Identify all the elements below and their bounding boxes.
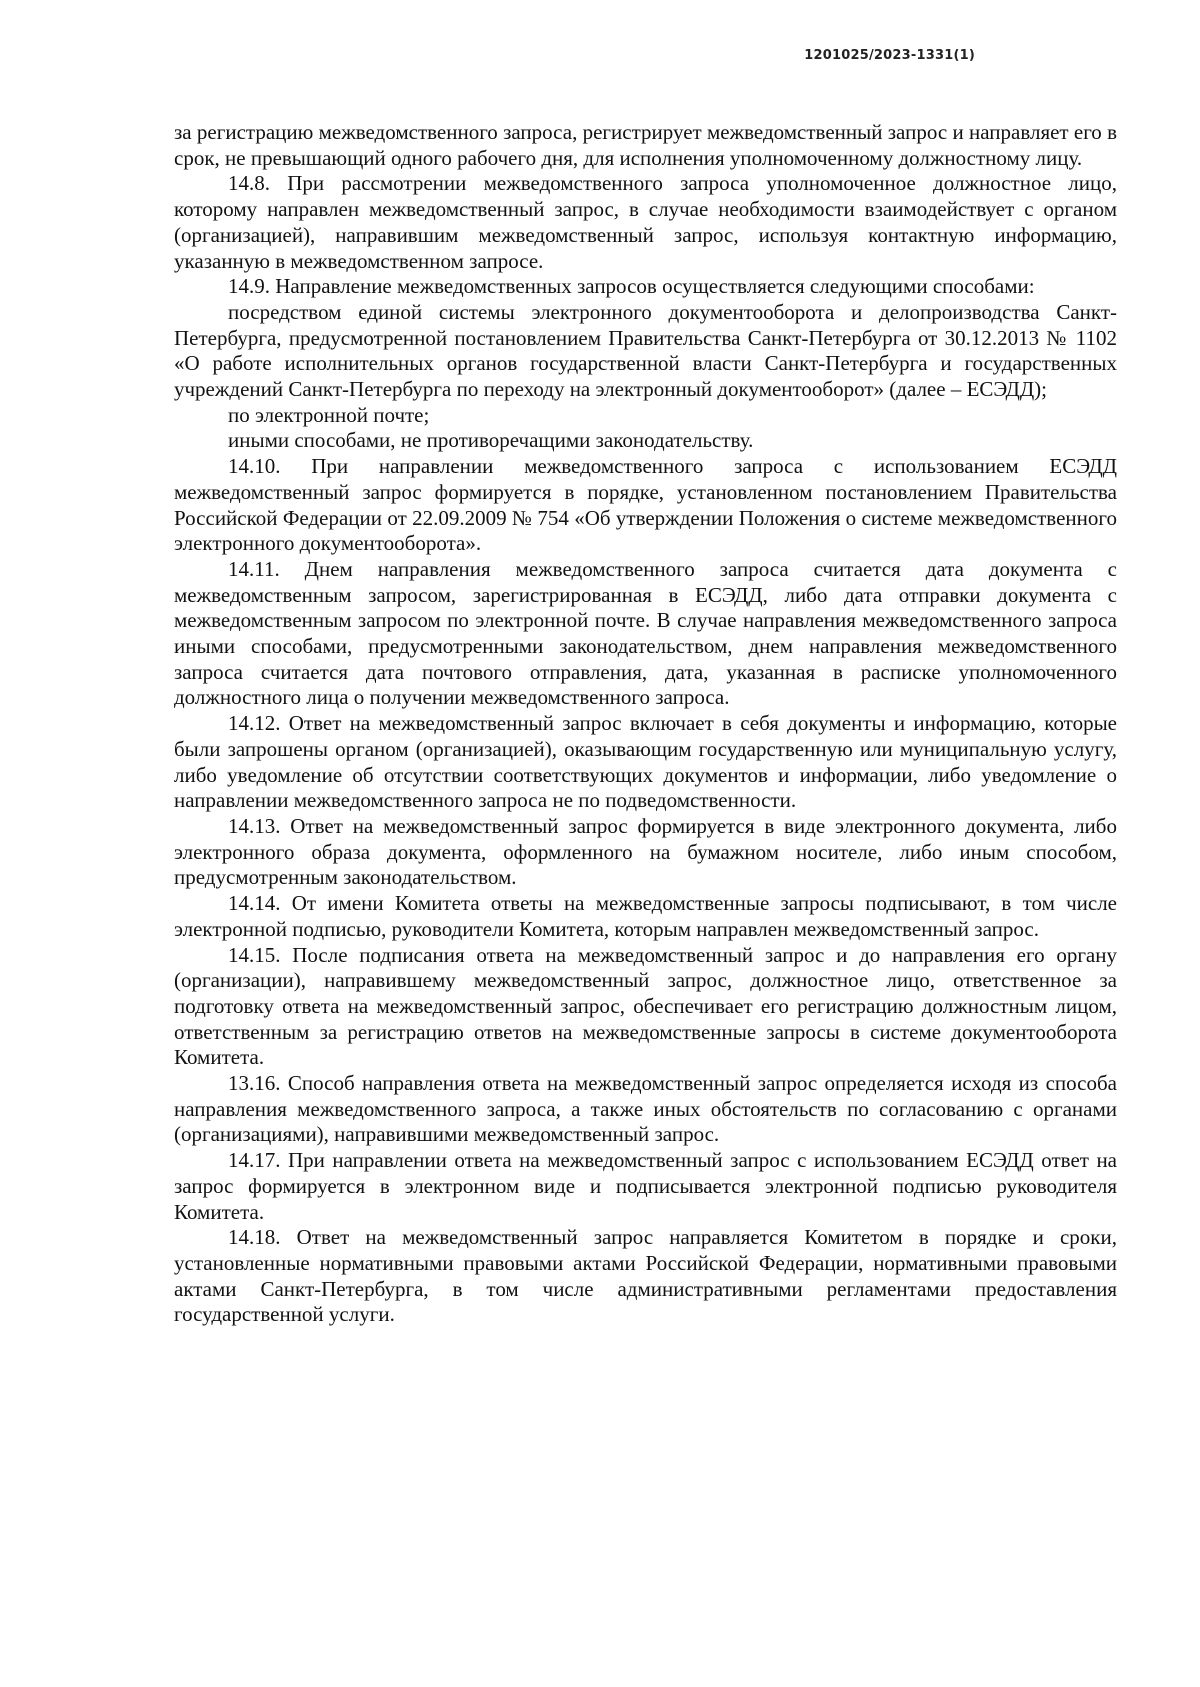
paragraph-continuation: за регистрацию межведомственного запроса, регистрирует межведомственный запрос и направляет его в срок, не превышающий одного рабочего дня, для исполнения уполномоченному должностному лицу. [174,120,1117,170]
document-body [174,120,1117,1328]
paragraph-method-other: иными способами, не противоречащими законодательству. [228,428,754,453]
paragraph-14-18: 14.18. Ответ на межведомственный запрос направляется Комитетом в порядке и сроки, установленные нормативными правовыми актами Российской Федерации, нормативными правовыми актами Санкт-Петербурга, в том числе административными регламентами предоставления государственной услуги. [174,1225,1117,1327]
paragraph-14-17: 14.17. При направлении ответа на межведомственный запрос с использованием ЕСЭДД ответ на запрос формируется в электронном виде и подписывается электронной подписью руководителя Комитета. [174,1148,1117,1224]
paragraph-14-11: 14.11. Днем направления межведомственного запроса считается дата документа с межведомственным запросом, зарегистрированная в ЕСЭДД, либо дата отправки документа с межведомственным запросом по электронной почте. В случае направления межведомственного запроса иными способами, предусмотренными законодательством, днем направления межведомственного запроса считается дата почтового отправления, дата, указанная в расписке уполномоченного должностного лица о получении межведомственного запроса. [174,556,1117,710]
paragraph-14-12: 14.12. Ответ на межведомственный запрос включает в себя документы и информацию, которые были запрошены органом (организацией), оказывающим государственную или муниципальную услугу, либо уведомление об отсутствии соответствующих документов и информации, либо уведомление о направлении межведомственного запроса не по подведомственности. [174,711,1117,813]
paragraph-14-8: 14.8. При рассмотрении межведомственного запроса уполномоченное должностное лицо, которому направлен межведомственный запрос, в случае необходимости взаимодействует с органом (организацией), направившим межведомственный запрос, используя контактную информацию, указанную в межведомственном запросе. [174,171,1117,273]
paragraph-14-14: 14.14. От имени Комитета ответы на межведомственные запросы подписывают, в том числе электронной подписью, руководители Комитета, которым направлен межведомственный запрос. [174,891,1117,941]
paragraph-method-email: по электронной почте; [228,402,430,427]
paragraph-method-esedd: посредством единой системы электронного документооборота и делопроизводства Санкт-Петербурга, предусмотренной постановлением Правительства Санкт-Петербурга от 30.12.2013 № 1102 «О работе исполнительных органов государственной власти Санкт-Петербурга и государственных учреждений Санкт-Петербурга по переходу на электронный документооборот» (далее – ЕСЭДД); [174,299,1117,402]
paragraph-14-9: 14.9. Направление межведомственных запросов осуществляется следующими способами: [228,274,1035,299]
paragraph-14-13: 14.13. Ответ на межведомственный запрос формируется в виде электронного документа, либо электронного образа документа, оформленного на бумажном носителе, либо иным способом, предусмотренным законодательством. [174,813,1117,890]
document-registration-number: 1201025/2023-1331(1) [804,48,975,63]
paragraph-14-15: 14.15. После подписания ответа на межведомственный запрос и до направления его органу (организации), направившему межведомственный запрос, должностное лицо, ответственное за подготовку ответа на межведомственный запрос, обеспечивает его регистрацию должностным лицом, ответственным за регистрацию ответов на межведомственные запросы в системе документооборота Комитета. [174,942,1117,1070]
paragraph-14-10: 14.10. При направлении межведомственного запроса с использованием ЕСЭДД межведомственный запрос формируется в порядке, установленном постановлением Правительства Российской Федерации от 22.09.2009 № 754 «Об утверждении Положения о системе межведомственного электронного документооборота». [174,454,1117,556]
paragraph-13-16: 13.16. Способ направления ответа на межведомственный запрос определяется исходя из способа направления межведомственного запроса, а также иных обстоятельств по согласованию с органами (организациями), направившими межведомственный запрос. [174,1071,1117,1147]
